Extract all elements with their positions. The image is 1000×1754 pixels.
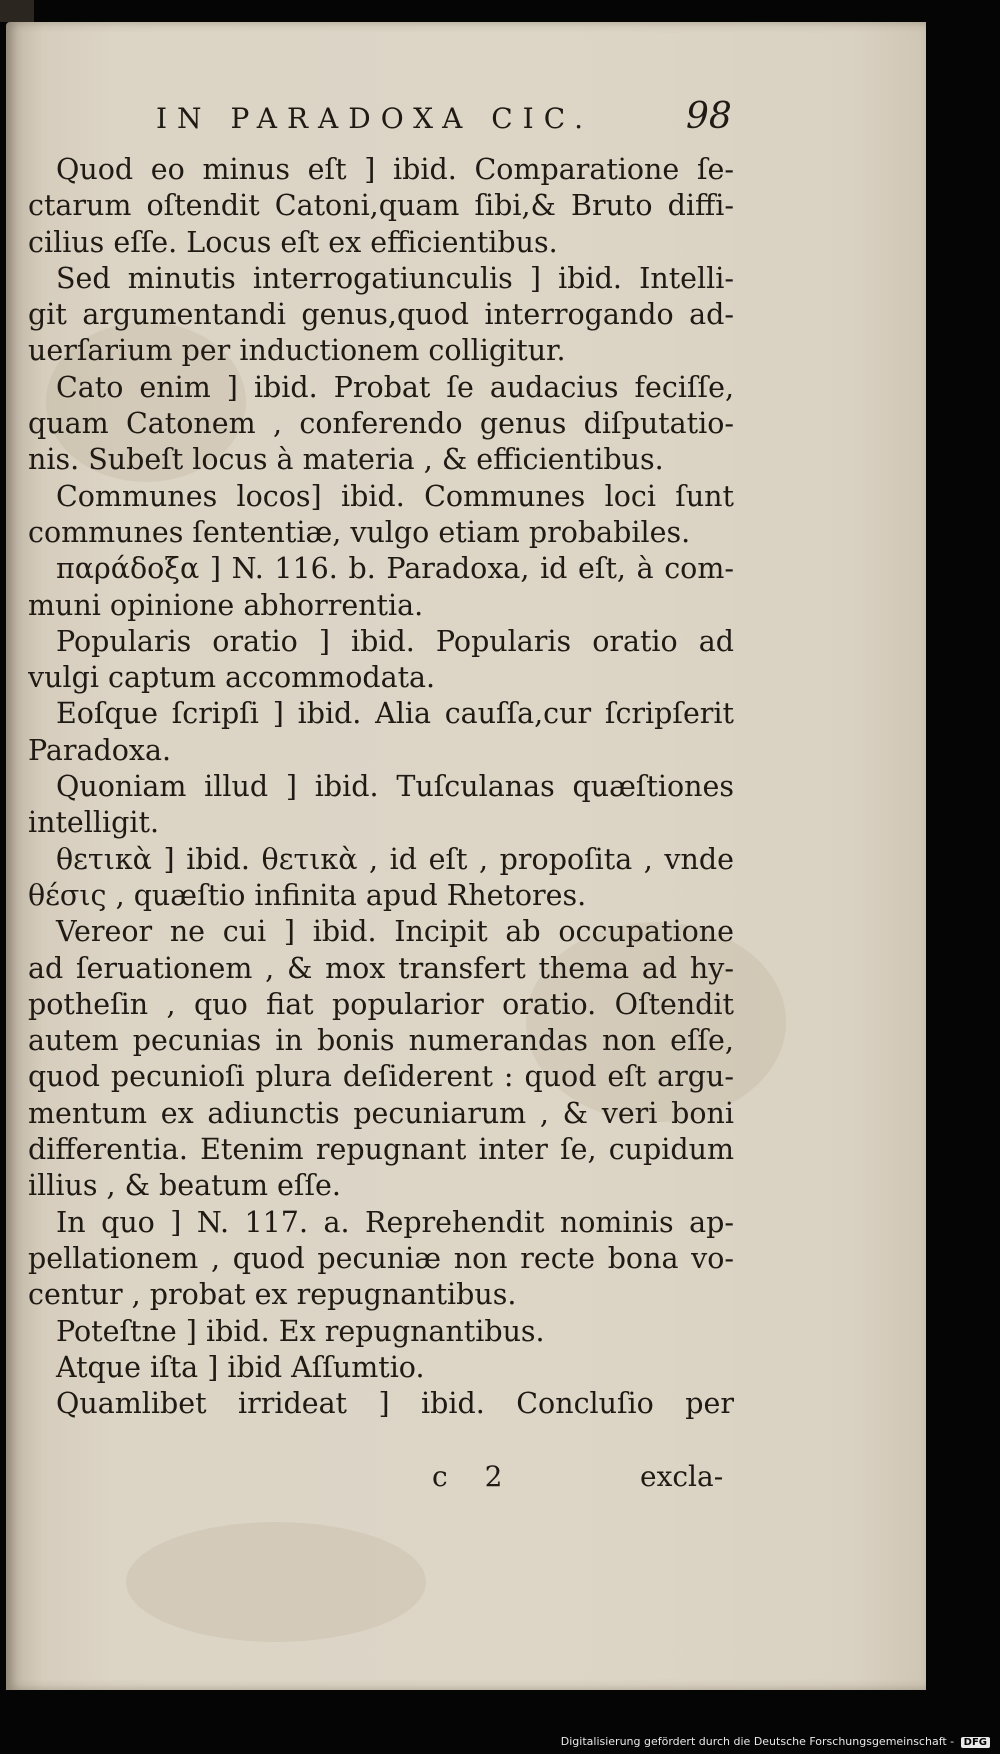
text-line: potheſin , quo fiat popularior oratio. Oſtendit [28, 987, 734, 1021]
text-line: pellationem , quod pecuniæ non recte bona vo- [28, 1241, 734, 1275]
dfg-logo-icon: DFG [961, 1737, 990, 1748]
text-line: quam Catonem , conferendo genus diſputatio- [28, 407, 734, 441]
text-line: Cato enim ] ibid. Probat ſe audacius feciſſe, [56, 370, 734, 404]
text-line: Popularis oratio ] ibid. Popularis oratio ad [56, 624, 734, 658]
text-line: Eoſque ſcripſi ] ibid. Alia cauſſa,cur ſcripſerit [56, 697, 734, 731]
text-line: intelligit. [28, 806, 160, 840]
page-footer [6, 1460, 926, 1510]
text-line: παράδοξα ] N. 116. b. Paradoxa, id eſt, à com- [56, 552, 734, 586]
text-line: autem pecunias in bonis numerandas non eſſe, [28, 1024, 734, 1058]
text-line: git argumentandi genus,quod interrogando ad- [28, 298, 734, 332]
text-line: nis. Subeſt locus à materia , & efficientibus. [28, 443, 664, 477]
signature-mark: c 2 [432, 1460, 517, 1493]
book-page [6, 22, 926, 1690]
text-line: Atque iſta ] ibid Aſſumtio. [56, 1350, 425, 1384]
text-line: illius , & beatum eſſe. [28, 1169, 341, 1203]
text-line: ad ſeruationem , & mox transfert thema ad hy- [28, 951, 734, 985]
catchword: excla- [640, 1460, 724, 1493]
text-line: Sed minutis interrogatiunculis ] ibid. Intelli- [56, 261, 734, 295]
text-line: θετικὰ ] ibid. θετικὰ , id eſt , propoſita , vnde [56, 842, 734, 876]
text-line: cilius eſſe. Locus eſt ex efficientibus. [28, 225, 558, 259]
text-line: mentum ex adiunctis pecuniarum , & veri boni [28, 1096, 734, 1130]
text-line: Paradoxa. [28, 733, 172, 767]
text-line: uerſarium per inductionem colligitur. [28, 334, 566, 368]
digitization-credit [561, 1735, 990, 1748]
text-line: ctarum oſtendit Catoni,quam ſibi,& Bruto diffi- [28, 189, 734, 223]
text-line: muni opinione abhorrentia. [28, 588, 424, 622]
page-header [6, 82, 926, 142]
text-line: vulgi captum accommodata. [28, 661, 436, 695]
text-line: communes ſententiæ, vulgo etiam probabiles. [28, 515, 691, 549]
page-number: 98 [686, 96, 732, 137]
scan-corner [0, 0, 34, 22]
text-line: Quoniam illud ] ibid. Tuſculanas quæſtiones [56, 770, 734, 804]
text-line: Poteſtne ] ibid. Ex repugnantibus. [56, 1314, 545, 1348]
paper-stain [126, 1522, 426, 1642]
text-line: centur , probat ex repugnantibus. [28, 1278, 517, 1312]
text-line: quod pecunioſi plura deſiderent : quod eſt argu- [28, 1060, 734, 1094]
body-text [28, 152, 734, 1422]
text-line: Quod eo minus eſt ] ibid. Comparatione ſe- [56, 153, 734, 186]
text-line: Quamlibet irrideat ] ibid. Concluſio per [56, 1387, 734, 1421]
text-line: differentia. Etenim repugnant inter ſe, cupidum [28, 1133, 734, 1167]
text-line: θέσις , quæſtio infinita apud Rhetores. [28, 878, 587, 912]
credit-text: Digitalisierung gefördert durch die Deutsche Forschungsgemeinschaft - [560, 1735, 955, 1748]
text-line: In quo ] N. 117. a. Reprehendit nominis ap- [56, 1205, 734, 1239]
text-line: Vereor ne cui ] ibid. Incipit ab occupatione [56, 915, 734, 949]
running-title: IN PARADOXA CIC. [156, 102, 594, 135]
text-line: Communes locos] ibid. Communes loci ſunt [56, 479, 734, 513]
